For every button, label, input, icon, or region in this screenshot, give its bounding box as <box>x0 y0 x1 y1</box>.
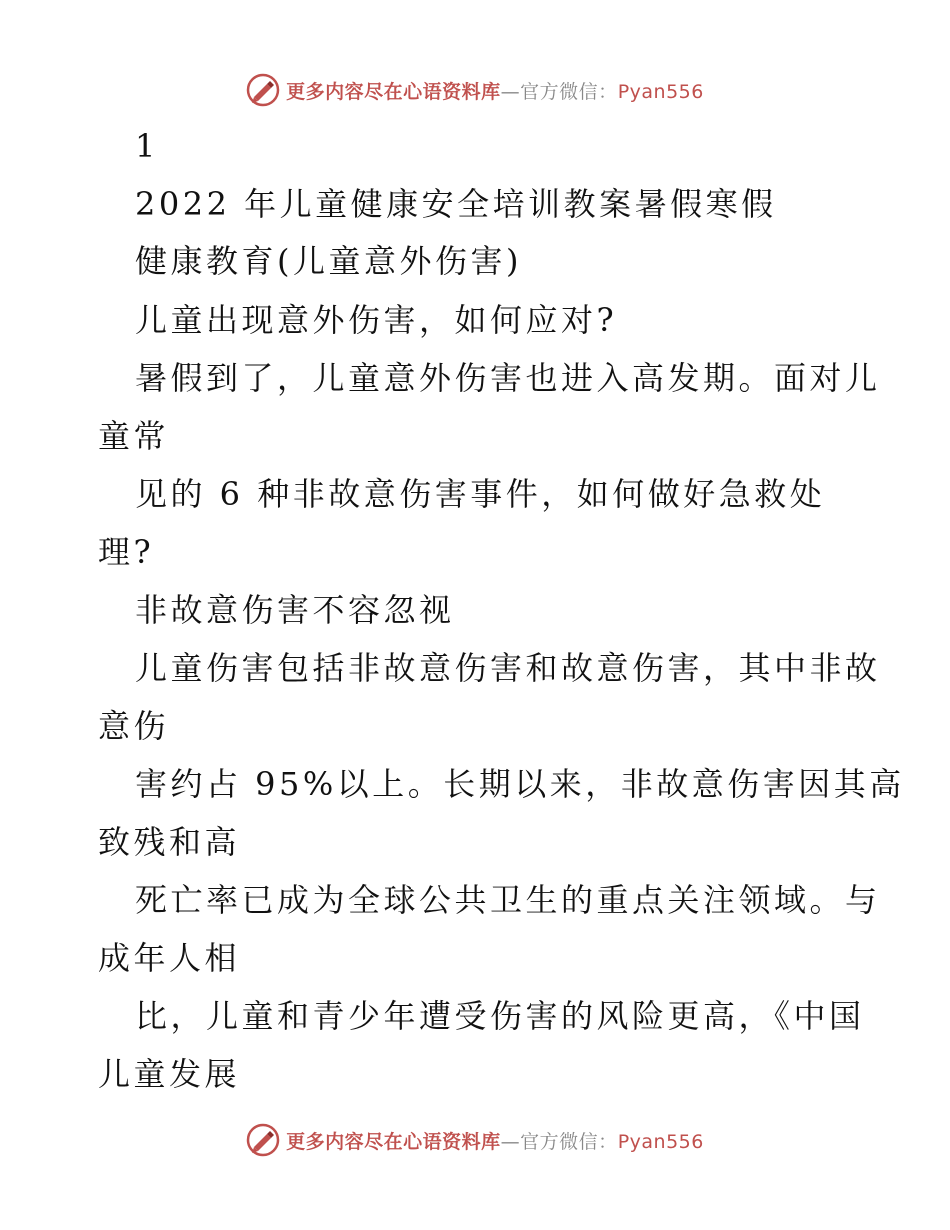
paragraph-line: 死亡率已成为全球公共卫生的重点关注领域。与 <box>135 881 881 919</box>
section-heading: 非故意伤害不容忽视 <box>135 591 455 629</box>
paragraph-line: 儿童伤害包括非故意伤害和故意伤害，其中非故 <box>135 649 881 687</box>
paragraph-line: 见的 6 种非故意伤害事件，如何做好急救处 <box>135 475 826 513</box>
watermark-text <box>286 1127 704 1154</box>
paragraph-line: 比，儿童和青少年遭受伤害的风险更高，《中国 <box>135 997 865 1035</box>
subtitle: 健康教育(儿童意外伤害) <box>135 242 522 280</box>
paragraph-line: 害约占 95%以上。长期以来，非故意伤害因其高 <box>135 765 905 803</box>
paragraph-line: 童常 <box>98 417 170 455</box>
paragraph-line: 成年人相 <box>98 939 241 977</box>
watermark-dash: — <box>500 80 521 103</box>
watermark-brand: 更多内容尽在心语资料库 <box>286 1130 501 1153</box>
page-number: 1 <box>135 127 159 165</box>
section-heading: 儿童出现意外伤害，如何应对? <box>135 301 618 339</box>
paragraph-line: 致残和高 <box>98 823 241 861</box>
watermark-wechat-id: Pyan556 <box>617 1130 704 1153</box>
pen-logo-icon <box>246 1123 280 1157</box>
watermark-brand: 更多内容尽在心语资料库 <box>286 80 501 103</box>
watermark-official: 官方微信： <box>520 80 618 103</box>
paragraph-line: 意伤 <box>98 707 170 745</box>
document-title: 2022 年儿童健康安全培训教案暑假寒假 <box>135 185 777 223</box>
paragraph-line: 暑假到了，儿童意外伤害也进入高发期。面对儿 <box>135 359 881 397</box>
watermark-official: 官方微信： <box>520 1130 618 1153</box>
watermark-dash: — <box>500 1130 521 1153</box>
paragraph-line: 儿童发展 <box>98 1055 241 1093</box>
watermark-wechat-id: Pyan556 <box>617 80 704 103</box>
paragraph-line: 理? <box>98 533 155 571</box>
watermark-footer <box>0 1120 950 1160</box>
